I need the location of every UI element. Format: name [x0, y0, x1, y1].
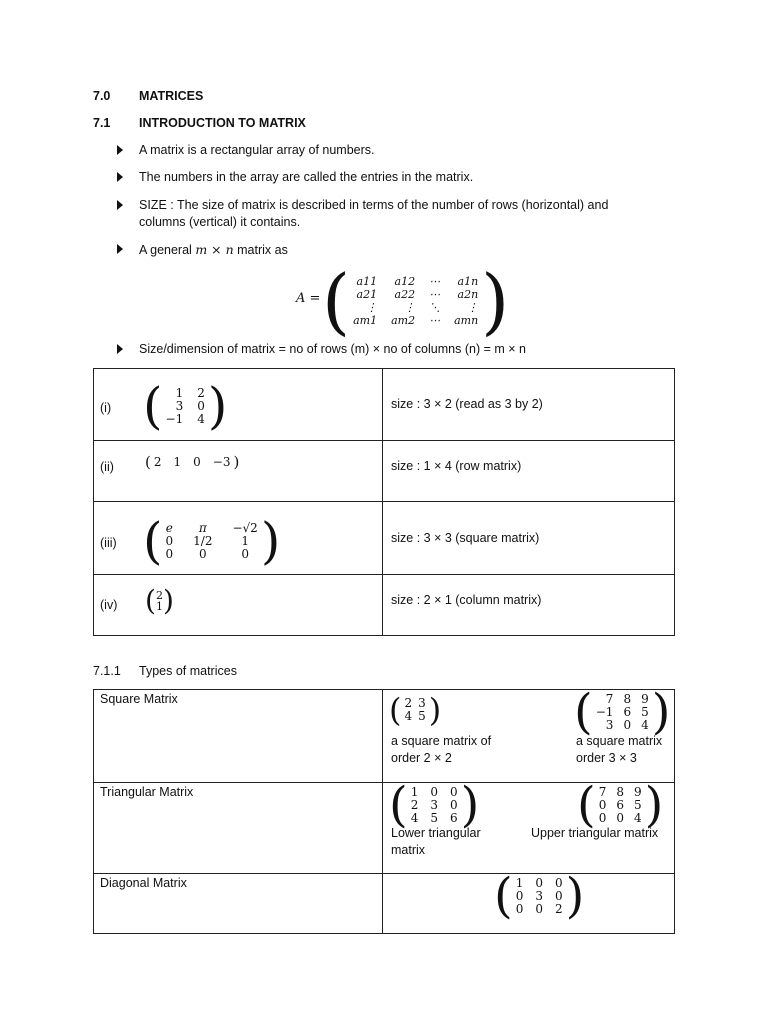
- bullet-text: The numbers in the array are called the entries in the matrix.: [139, 170, 474, 184]
- right-paren: ): [162, 584, 174, 617]
- left-paren: (: [389, 691, 402, 729]
- types-table-divider: [382, 689, 383, 934]
- left-paren: (: [143, 512, 163, 570]
- left-paren: (: [389, 777, 408, 833]
- example-size: size : 3 × 3 (square matrix): [391, 531, 540, 545]
- right-paren: ): [651, 684, 671, 740]
- left-paren: (: [577, 777, 596, 833]
- bullet-text-continued: columns (vertical) it contains.: [139, 215, 301, 229]
- types-row-divider: [93, 873, 675, 874]
- caption: Upper triangular matrix: [531, 826, 659, 840]
- caption: order 3 × 3: [576, 751, 637, 765]
- lower-triangular-matrix: ( 1 0 0 2 3 0 4 5 6 ): [389, 777, 480, 833]
- square-matrix-label: Square Matrix: [100, 692, 178, 706]
- left-paren: (: [494, 868, 513, 924]
- types-title: Types of matrices: [139, 664, 237, 678]
- right-paren: ): [207, 377, 228, 435]
- right-paren: ): [481, 259, 510, 343]
- bullet-icon: [117, 145, 123, 155]
- bullet-text: SIZE : The size of matrix is described in terms of the number of rows (horizontal) and: [139, 198, 609, 212]
- bullet-icon: [117, 172, 123, 182]
- right-paren: ): [428, 691, 442, 729]
- square-matrix-3x3: ( 7 8 9 −1 6 5 3 0 4 ): [574, 684, 671, 740]
- example-matrix: ( e π −√2 0 1/2 1 0 0 0 ): [143, 512, 281, 570]
- left-paren: (: [145, 584, 156, 617]
- left-paren: (: [143, 377, 163, 435]
- example-matrix: ( 2 1 ): [145, 584, 174, 617]
- bullet-text: A matrix is a rectangular array of numbers.: [139, 143, 375, 157]
- diagonal-matrix: ( 1 0 0 0 3 0 0 0 2 ): [494, 868, 585, 924]
- example-label: (iv): [100, 598, 118, 612]
- example-size: size : 3 × 2 (read as 3 by 2): [391, 397, 543, 411]
- table-row-divider: [93, 574, 675, 575]
- table-row-divider: [93, 440, 675, 441]
- example-matrix: ( 2 1 0 −3 ): [145, 453, 240, 471]
- caption: a square matrix: [576, 734, 663, 748]
- caption: Lower triangular: [391, 826, 481, 840]
- subsection-number: 7.1: [93, 116, 111, 130]
- example-label: (ii): [100, 460, 114, 474]
- example-label: (iii): [100, 536, 117, 550]
- types-number: 7.1.1: [93, 664, 121, 678]
- matrix-a-label: A =: [296, 291, 321, 306]
- right-paren: ): [644, 777, 664, 833]
- general-matrix-entries: a11 a12 ⋯ a1n a21 a22 ⋯ a2n ⋮ ⋮ ⋱ ⋮ am1 am2 ⋯ amn: [353, 275, 479, 327]
- diagonal-matrix-label: Diagonal Matrix: [100, 876, 187, 890]
- bullet-icon: [117, 244, 123, 254]
- caption: a square matrix of: [391, 734, 492, 748]
- triangular-matrix-label: Triangular Matrix: [100, 785, 194, 799]
- square-matrix-2x2: ( 2 3 4 5 ): [389, 691, 442, 729]
- right-paren: ): [460, 777, 480, 833]
- right-paren: ): [233, 453, 240, 471]
- table-row-divider: [93, 501, 675, 502]
- example-matrix: ( 1 2 3 0 −1 4 ): [143, 377, 228, 435]
- section-title: MATRICES: [139, 89, 204, 103]
- left-paren: (: [145, 453, 151, 471]
- caption: matrix: [391, 843, 426, 857]
- upper-triangular-matrix: ( 7 8 9 0 6 5 0 0 4 ): [577, 777, 664, 833]
- caption: order 2 × 2: [391, 751, 452, 765]
- mxn-expression: m × n: [195, 242, 234, 257]
- general-matrix: [322, 259, 510, 343]
- bullet-icon: [117, 344, 123, 354]
- right-paren: ): [565, 868, 585, 924]
- table-divider: [382, 368, 383, 636]
- example-label: (i): [100, 401, 112, 415]
- right-paren: ): [260, 512, 281, 570]
- left-paren: (: [574, 684, 593, 740]
- left-paren: (: [322, 259, 351, 343]
- subsection-title: INTRODUCTION TO MATRIX: [139, 116, 306, 130]
- section-number: 7.0: [93, 89, 111, 103]
- bullet-text: Size/dimension of matrix = no of rows (m) × no of columns (n) = m × n: [139, 342, 526, 356]
- example-size: size : 1 × 4 (row matrix): [391, 459, 522, 473]
- bullet-text: A general m × n matrix as: [139, 242, 288, 257]
- example-size: size : 2 × 1 (column matrix): [391, 593, 542, 607]
- bullet-icon: [117, 200, 123, 210]
